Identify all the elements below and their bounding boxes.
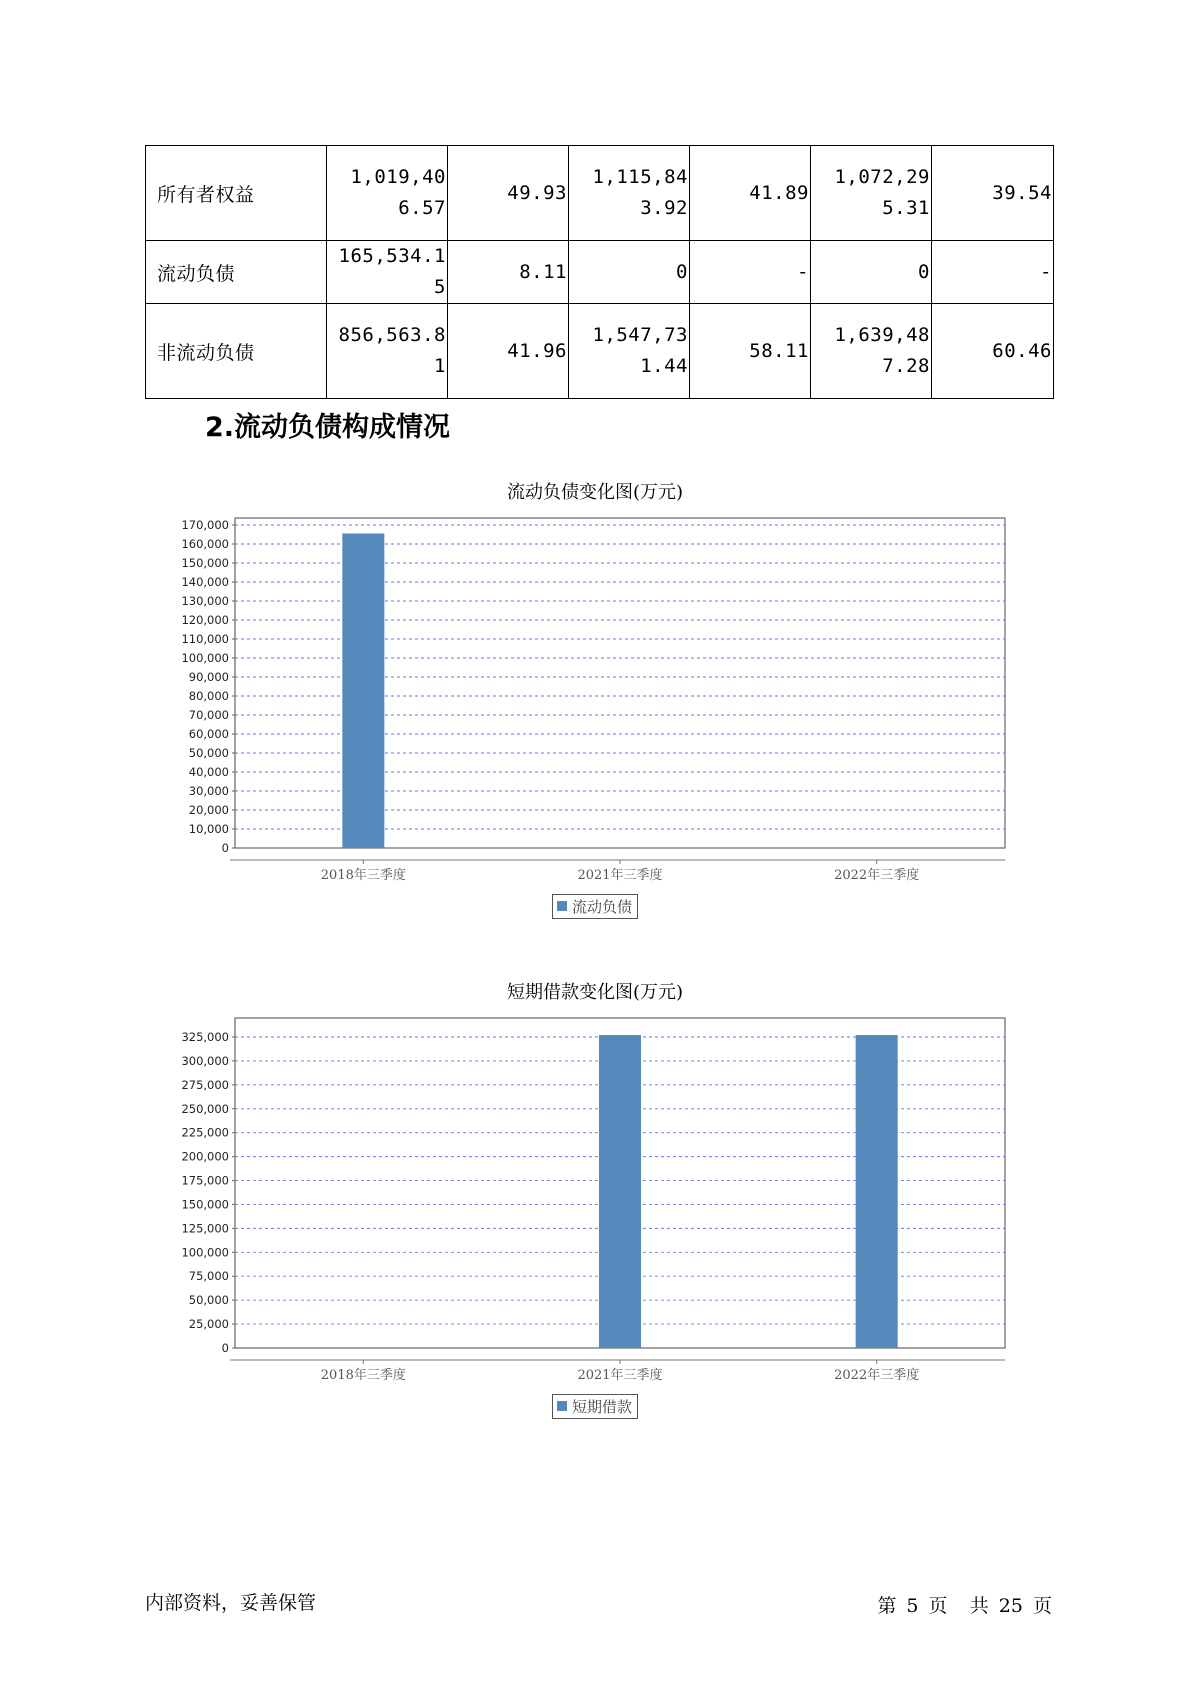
y-tick-label: 140,000 [181,575,229,589]
y-tick-label: 50,000 [188,1293,229,1308]
y-tick-label: 150,000 [181,556,229,570]
y-tick-label: 10,000 [188,822,229,836]
y-tick-label: 0 [221,841,229,855]
y-tick-label: 25,000 [188,1317,229,1332]
short-term-loans-chart [160,978,1030,1428]
y-tick-label: 250,000 [181,1101,229,1116]
chart-title: 流动负债变化图(万元) [506,482,684,503]
legend-label: 流动负债 [572,898,633,916]
table-cell: 1,072,295.31 [811,146,932,241]
table-cell: 41.89 [690,146,811,241]
page-prefix: 第 [877,1595,897,1617]
page-number: 5 [906,1595,919,1617]
chart-legend [552,894,638,919]
y-tick-label: 160,000 [181,537,229,551]
y-tick-label: 275,000 [181,1077,229,1092]
page-indicator [875,1591,1054,1618]
bar [856,1035,898,1348]
row-label: 流动负债 [146,241,327,304]
legend-label: 短期借款 [572,1398,633,1416]
y-tick-label: 75,000 [188,1269,229,1284]
y-tick-label: 120,000 [181,613,229,627]
y-tick-label: 150,000 [181,1197,229,1212]
chart-legend [552,1394,638,1419]
bar [342,533,384,848]
table-cell: - [690,241,811,304]
table-cell: 8.11 [448,241,569,304]
confidential-note: 内部资料，妥善保管 [145,1592,317,1614]
total-unit: 页 [1032,1595,1052,1617]
y-tick-label: 100,000 [181,651,229,665]
table-row [146,304,1054,399]
total-prefix: 共 [969,1595,989,1617]
y-tick-label: 100,000 [181,1245,229,1260]
y-tick-label: 300,000 [181,1053,229,1068]
x-tick-label: 2022年三季度 [834,868,920,883]
chart-plot [160,978,1030,1428]
table-row [146,146,1054,241]
table-cell: 0 [569,241,690,304]
table-cell: 1,639,487.28 [811,304,932,399]
y-tick-label: 110,000 [181,632,229,646]
y-tick-label: 30,000 [188,784,229,798]
table-cell: 41.96 [448,304,569,399]
x-tick-label: 2022年三季度 [834,1368,920,1383]
chart-title: 短期借款变化图(万元) [506,982,684,1003]
legend-swatch [557,901,567,911]
table-cell: - [932,241,1054,304]
financial-table [145,145,1054,399]
y-tick-label: 50,000 [188,746,229,760]
table-cell: 856,563.81 [327,304,448,399]
y-tick-label: 175,000 [181,1173,229,1188]
y-tick-label: 20,000 [188,803,229,817]
x-tick-label: 2021年三季度 [577,868,663,883]
y-tick-label: 200,000 [181,1149,229,1164]
chart-plot [160,478,1030,928]
y-tick-label: 225,000 [181,1125,229,1140]
page-unit: 页 [928,1595,948,1617]
y-tick-label: 325,000 [181,1030,229,1044]
table-cell: 58.11 [690,304,811,399]
legend-swatch [557,1401,567,1411]
y-tick-label: 130,000 [181,594,229,608]
table-cell: 60.46 [932,304,1054,399]
y-tick-label: 0 [221,1341,229,1355]
table-cell: 1,115,843.92 [569,146,690,241]
y-tick-label: 40,000 [188,765,229,779]
row-label: 所有者权益 [146,146,327,241]
total-pages: 25 [998,1595,1023,1617]
y-tick-label: 70,000 [188,708,229,722]
bar [599,1035,641,1348]
x-tick-label: 2018年三季度 [320,1368,406,1383]
table-cell: 1,019,406.57 [327,146,448,241]
table-cell: 39.54 [932,146,1054,241]
current-liabilities-chart [160,478,1030,928]
table-cell: 165,534.15 [327,241,448,304]
table-cell: 49.93 [448,146,569,241]
y-tick-label: 170,000 [181,518,229,532]
y-tick-label: 80,000 [188,689,229,703]
x-tick-label: 2018年三季度 [320,868,406,883]
row-label: 非流动负债 [146,304,327,399]
table-row [146,241,1054,304]
table-cell: 1,547,731.44 [569,304,690,399]
table-cell: 0 [811,241,932,304]
section-heading: 2.流动负债构成情况 [205,412,451,443]
y-tick-label: 60,000 [188,727,229,741]
y-tick-label: 125,000 [181,1221,229,1236]
x-tick-label: 2021年三季度 [577,1368,663,1383]
y-tick-label: 90,000 [188,670,229,684]
